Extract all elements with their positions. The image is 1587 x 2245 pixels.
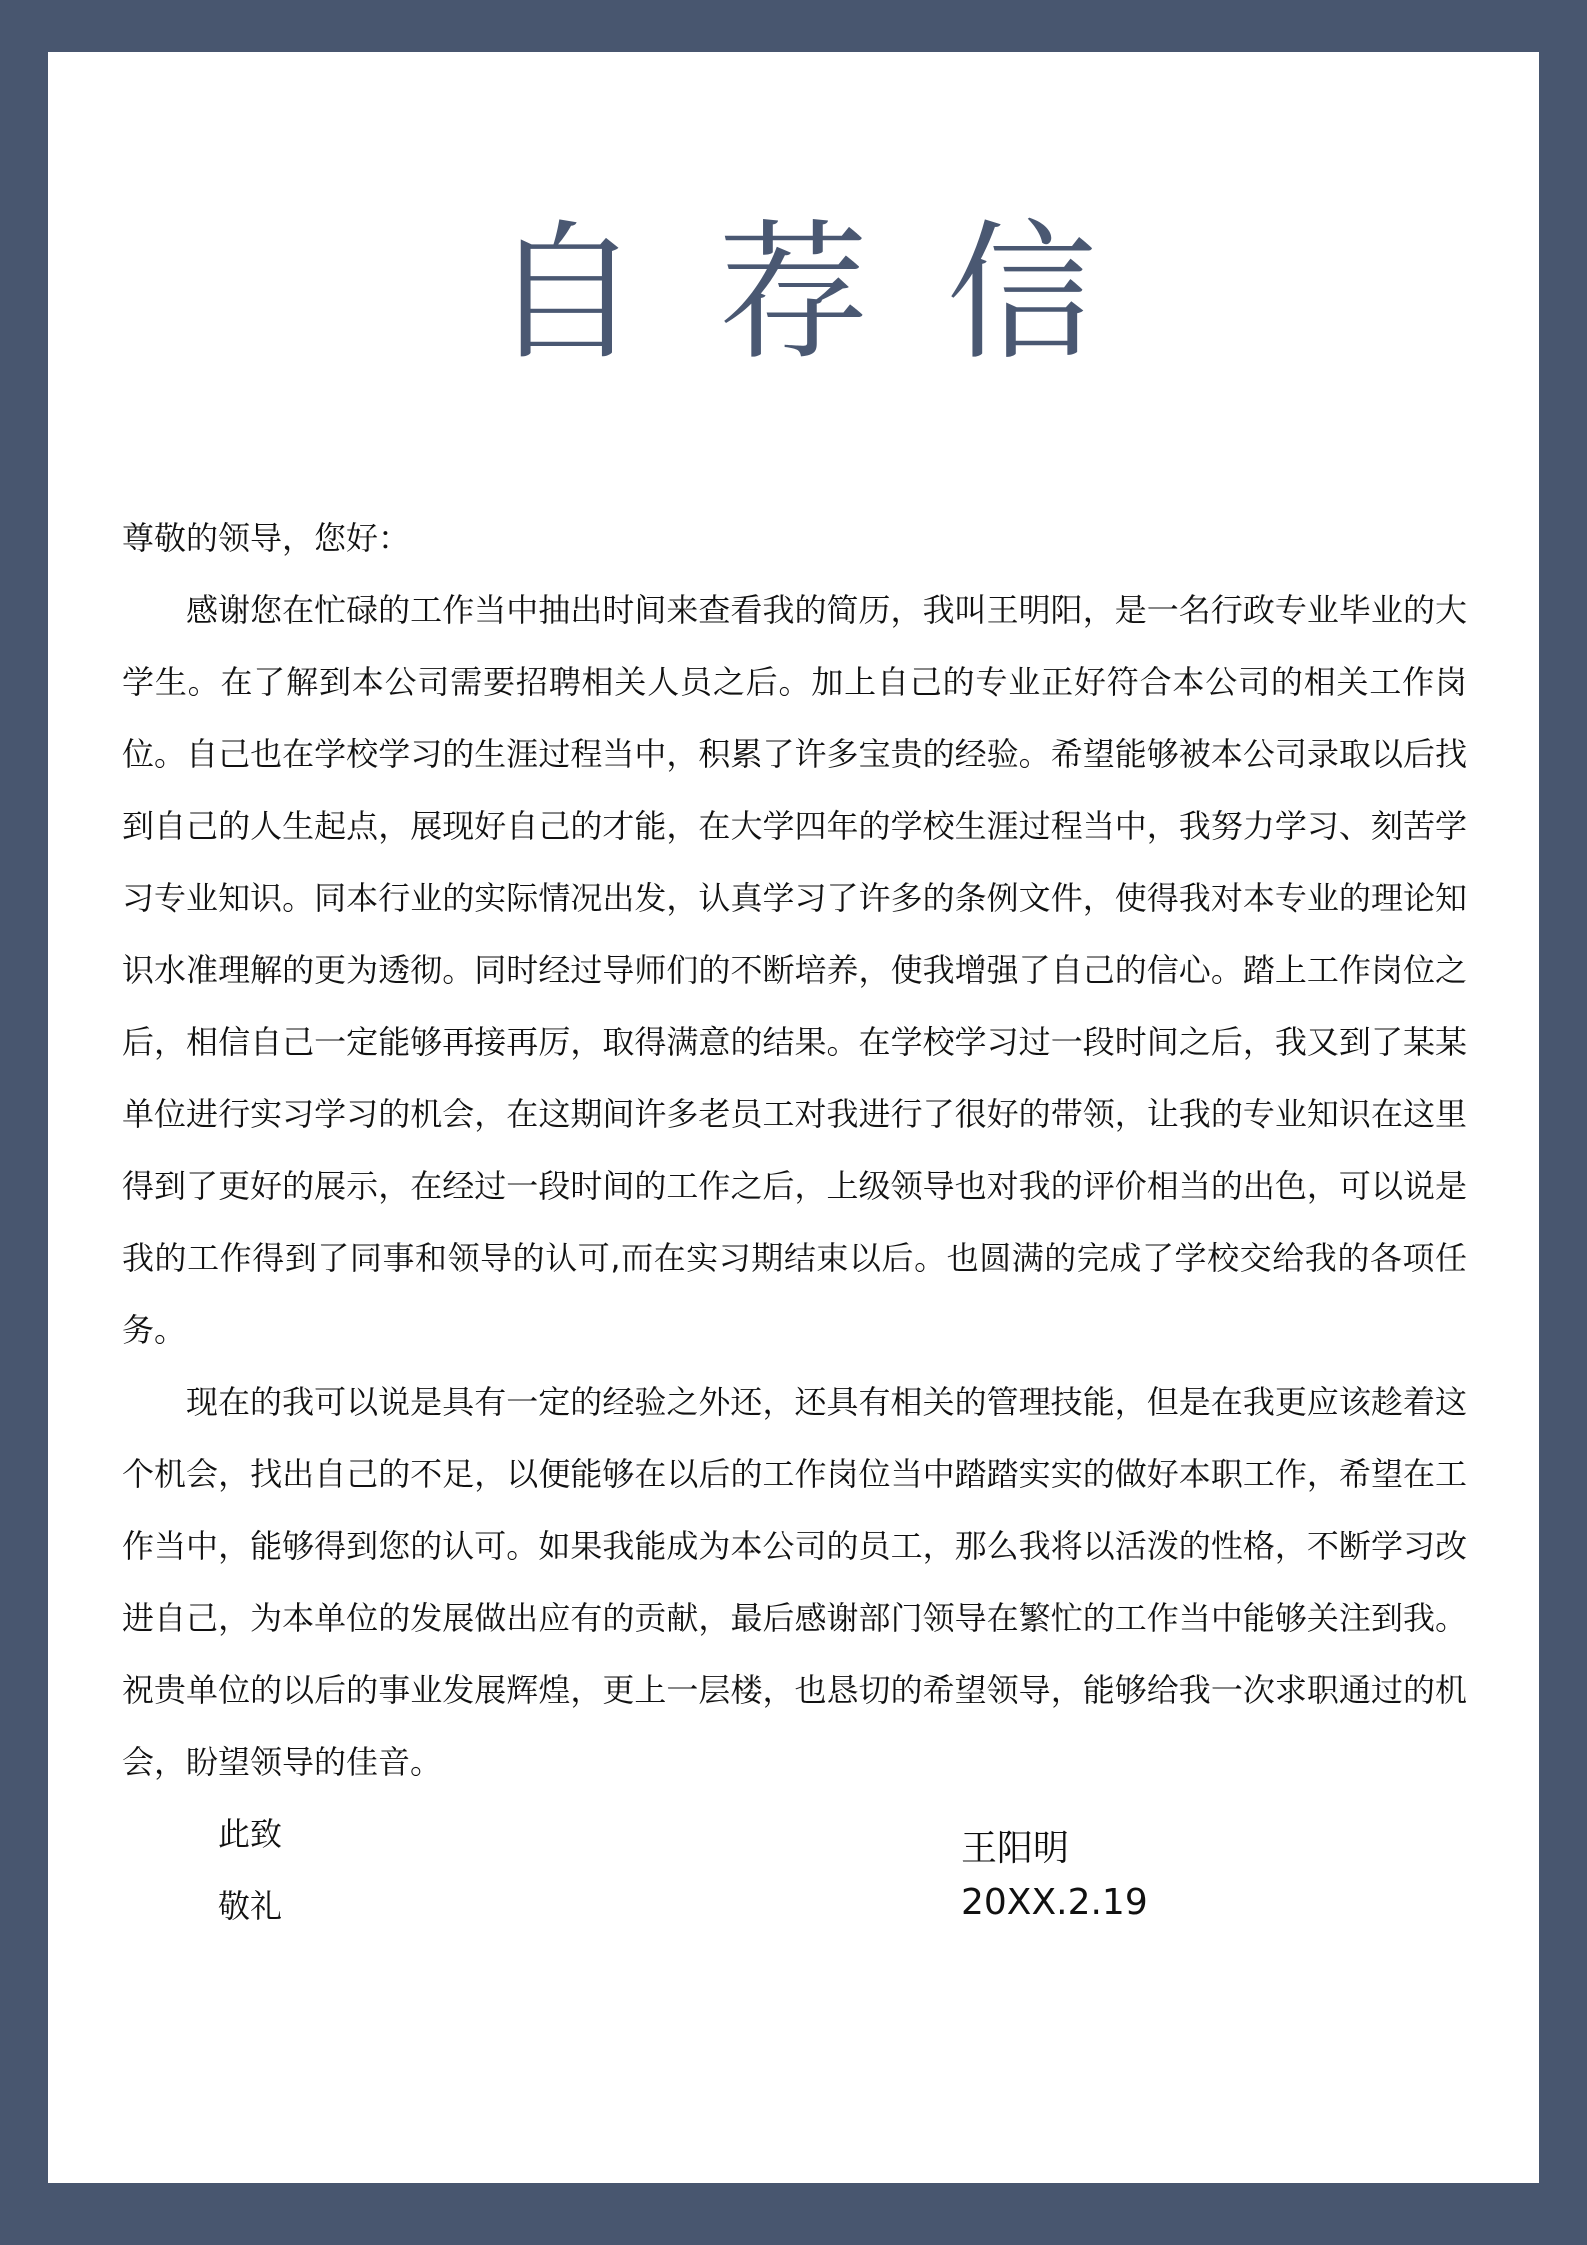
letter-body [122,502,1467,1942]
signature-block [961,1822,1148,1930]
letter-page [48,52,1539,2183]
paragraph-2: 现在的我可以说是具有一定的经验之外还，还具有相关的管理技能，但是在我更应该趁着这个机会，找出自己的不足，以便能够在以后的工作岗位当中踏踏实实的做好本职工作，希望在工作当中，能够得到您的认可。如果我能成为本公司的员工，那么我将以活泼的性格，不断学习改进自己，为本单位的发展做出应有的贡献，最后感谢部门领导在繁忙的工作当中能够关注到我。祝贵单位的以后的事业发展辉煌，更上一层楼，也恳切的希望领导，能够给我一次求职通过的机会，盼望领导的佳音。 [122,1383,1467,1781]
closing-line-2: 敬礼 [218,1887,283,1925]
closing-line-1: 此致 [218,1815,283,1853]
salutation: 尊敬的领导，您好： [122,519,411,557]
page-title: 自荐信 [490,207,1175,381]
signature-date: 20XX.2.19 [961,1882,1148,1923]
signature-name: 王阳明 [961,1828,1070,1869]
paragraph-1: 感谢您在忙碌的工作当中抽出时间来查看我的简历，我叫王明阳，是一名行政专业毕业的大学生。在了解到本公司需要招聘相关人员之后。加上自己的专业正好符合本公司的相关工作岗位。自己也在学校学习的生涯过程当中，积累了许多宝贵的经验。希望能够被本公司录取以后找到自己的人生起点，展现好自己的才能，在大学四年的学校生涯过程当中，我努力学习、刻苦学习专业知识。同本行业的实际情况出发，认真学习了许多的条例文件，使得我对本专业的理论知识水准理解的更为透彻。同时经过导师们的不断培养，使我增强了自己的信心。踏上工作岗位之后，相信自己一定能够再接再厉，取得满意的结果。在学校学习过一段时间之后，我又到了某某单位进行实习学习的机会，在这期间许多老员工对我进行了很好的带领，让我的专业知识在这里得到了更好的展示，在经过一段时间的工作之后，上级领导也对我的评价相当的出色，可以说是我的工作得到了同事和领导的认可,而在实习期结束以后。也圆满的完成了学校交给我的各项任务。 [122,591,1467,1349]
